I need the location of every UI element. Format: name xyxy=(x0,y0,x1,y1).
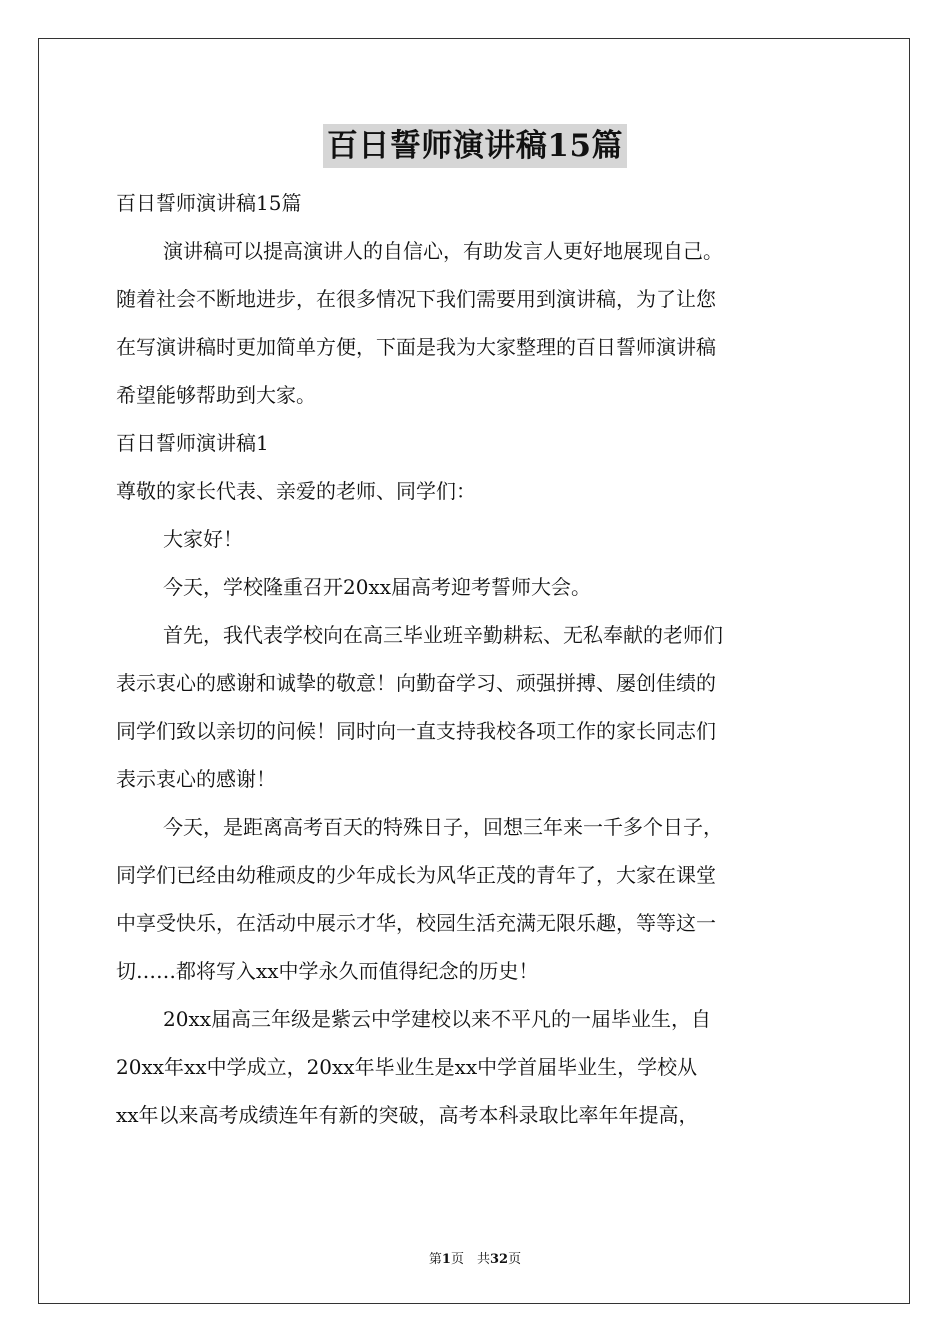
text-line: 切……都将写入xx中学永久而值得纪念的历史！ xyxy=(116,959,539,983)
document-subtitle: 百日誓师演讲稿15篇 xyxy=(116,191,302,215)
text-line: 同学们已经由幼稚顽皮的少年成长为风华正茂的青年了，大家在课堂 xyxy=(116,863,716,887)
document-title: 百日誓师演讲稿15篇 xyxy=(323,124,627,168)
text-line: 表示衷心的感谢！ xyxy=(116,767,276,791)
section-heading: 百日誓师演讲稿1 xyxy=(116,431,269,455)
page-footer xyxy=(0,1248,950,1267)
text-line: 演讲稿可以提高演讲人的自信心，有助发言人更好地展现自己。 xyxy=(163,239,723,263)
text-line: 中享受快乐，在活动中展示才华，校园生活充满无限乐趣，等等这一 xyxy=(116,911,716,935)
document-body xyxy=(116,179,836,1139)
page-total: 32 xyxy=(489,1252,509,1267)
page-prefix: 第 xyxy=(428,1252,442,1267)
text-line: 希望能够帮助到大家。 xyxy=(116,383,316,407)
text-line: 同学们致以亲切的问候！同时向一直支持我校各项工作的家长同志们 xyxy=(116,719,716,743)
text-line: 今天，是距离高考百天的特殊日子，回想三年来一千多个日子， xyxy=(163,815,723,839)
greeting: 大家好！ xyxy=(163,527,243,551)
text-line: 20xx届高三年级是紫云中学建校以来不平凡的一届毕业生，自 xyxy=(163,1007,712,1031)
page-current: 1 xyxy=(441,1252,451,1267)
title-wrap xyxy=(0,124,950,168)
paragraph-intro xyxy=(116,227,836,275)
page-mid: 页 共 xyxy=(450,1252,490,1267)
text-line: 今天，学校隆重召开20xx届高考迎考誓师大会。 xyxy=(163,575,592,599)
text-line: 表示衷心的感谢和诚挚的敬意！向勤奋学习、顽强拼搏、屡创佳绩的 xyxy=(116,671,716,695)
text-line: 首先，我代表学校向在高三毕业班辛勤耕耘、无私奉献的老师们 xyxy=(163,623,723,647)
text-line: 20xx年xx中学成立，20xx年毕业生是xx中学首届毕业生，学校从 xyxy=(116,1055,698,1079)
text-line: 随着社会不断地进步，在很多情况下我们需要用到演讲稿，为了让您 xyxy=(116,287,716,311)
page-suffix: 页 xyxy=(508,1252,522,1267)
text-line: 在写演讲稿时更加简单方便，下面是我为大家整理的百日誓师演讲稿 xyxy=(116,335,716,359)
text-line: xx年以来高考成绩连年有新的突破，高考本科录取比率年年提高， xyxy=(116,1103,699,1127)
salutation: 尊敬的家长代表、亲爱的老师、同学们： xyxy=(116,479,476,503)
